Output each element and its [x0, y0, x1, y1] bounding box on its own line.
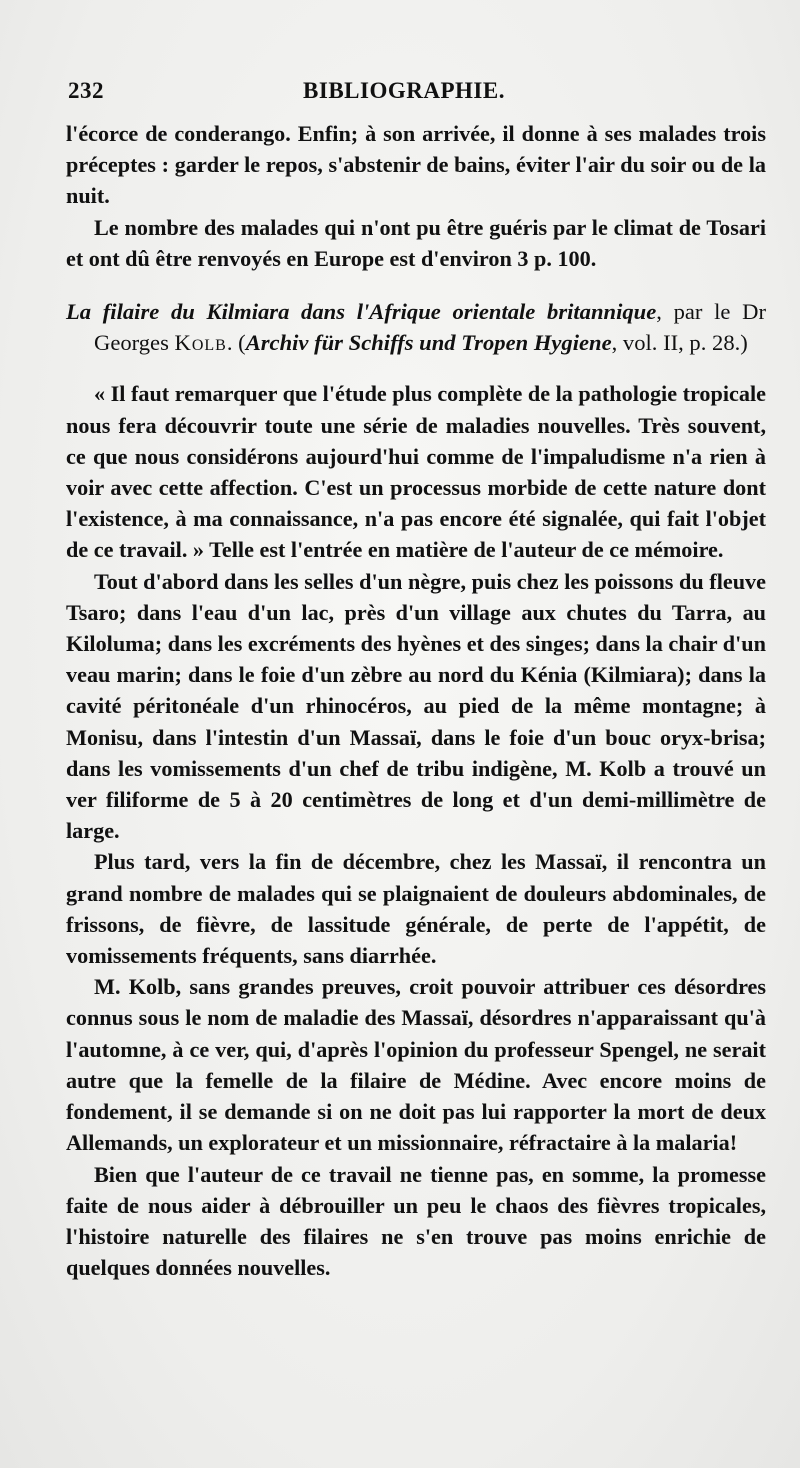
page-header — [68, 78, 740, 108]
citation-volume: , vol. II, p. 28.) — [611, 330, 748, 356]
citation-author-surname: Kolb — [174, 330, 227, 356]
citation-paren-open: . ( — [226, 330, 246, 356]
paragraph: Plus tard, vers la fin de décembre, chez les Massaï, il rencontra un grand nombre de malades qui se plaignaient de douleurs abdominales, de frissons, de fièvre, de lassitude générale, de perte de l'appétit, de vomissements fréquents, sans diarrhée. — [66, 849, 766, 969]
running-head: BIBLIOGRAPHIE. — [303, 78, 505, 103]
citation-by: , par le — [656, 299, 731, 325]
citation-author-prefix: Dr Georges — [94, 299, 766, 356]
paragraph: Tout d'abord dans les selles d'un nègre, puis chez les poissons du fleuve Tsaro; dans l'eau d'un lac, près d'un village aux chutes du Tarra, au Kiloluma; dans les excréments des hyènes et des singes; dans la chair d'un veau marin; dans le foie d'un zèbre au nord du Kénia (Kilmiara); dans la cavité péritonéale d'un rhinocéros, au pied de la même montagne; à Monisu, dans l'intestin d'un Massaï, dans le foie d'un bouc oryx-brisa; dans les vomissements d'un chef de tribu indigène, M. Kolb a trouvé un ver filiforme de 5 à 20 centimètres de long et d'un demi-millimètre de large. — [66, 568, 766, 844]
page-number: 232 — [68, 78, 104, 103]
paragraph: « Il faut remarquer que l'étude plus complète de la pathologie tropicale nous fera découvrir toute une série de maladies nouvelles. Très souvent, ce que nous considérons aujourd'hui comme de l'impaludisme n'a rien à voir avec cette affection. C'est un processus morbide de cette nature dont l'existence, à ma connaissance, n'a pas encore été signalée, qui fait l'objet de ce travail. » Telle est l'entrée en matière de l'auteur de ce mémoire. — [66, 381, 766, 563]
citation-journal: Archiv für Schiffs und Tropen Hygiene — [245, 330, 612, 356]
paragraph-continuation: l'écorce de conderango. Enfin; à son arrivée, il donne à ses malades trois préceptes : garder le repos, s'abstenir de bains, éviter l'air du soir ou de la nuit. — [66, 121, 766, 209]
section-gap — [66, 274, 766, 296]
paragraph: M. Kolb, sans grandes preuves, croit pouvoir attribuer ces désordres connus sous le nom de maladie des Massaï, désordres n'apparaissant qu'à l'automne, à ce ver, qui, d'après l'opinion du professeur Spengel, ne serait autre que la femelle de la filaire de Médine. Avec encore moins de fondement, il se demande si on ne doit pas lui rapporter la mort de deux Allemands, un explorateur et un missionnaire, réfractaire à la malaria! — [66, 974, 766, 1156]
section-gap — [66, 358, 766, 378]
paragraph: Le nombre des malades qui n'ont pu être guéris par le climat de Tosari et ont dû être renvoyés en Europe est d'environ 3 p. 100. — [66, 214, 766, 271]
page-body — [66, 118, 766, 1283]
bibliographic-citation — [66, 296, 766, 358]
paragraph: Bien que l'auteur de ce travail ne tienne pas, en somme, la promesse faite de nous aider à débrouiller un peu le chaos des fièvres tropicales, l'histoire naturelle des filaires ne s'en trouve pas moins enrichie de quelques données nouvelles. — [66, 1161, 766, 1281]
citation-title: La filaire du Kilmiara dans l'Afrique orientale britannique — [66, 299, 657, 325]
